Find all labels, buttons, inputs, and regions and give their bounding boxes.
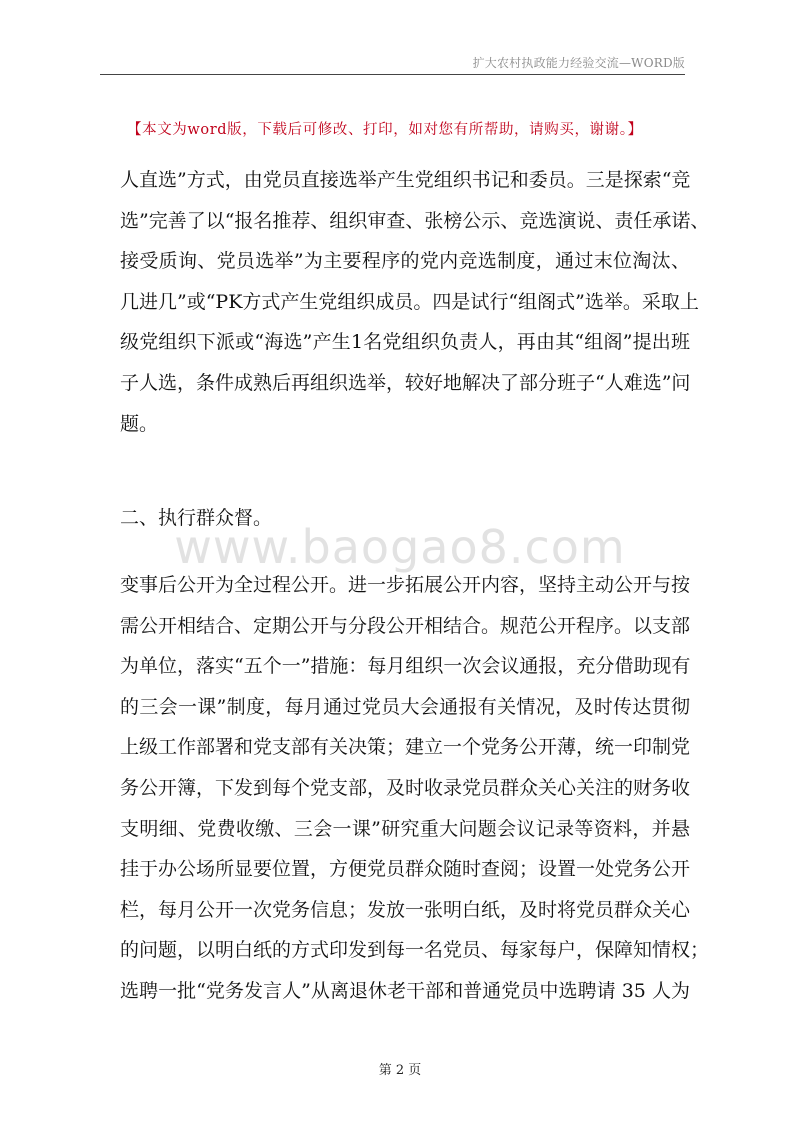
purchase-notice: 【本文为word版，下载后可修改、打印，如对您有所帮助，请购买，谢谢。】 <box>127 122 643 138</box>
text-line: 选聘一批“党务发言人”从离退休老干部和普通党员中选聘请 35 人为 <box>120 979 690 1002</box>
text-line: 务公开簿，下发到每个党支部，及时收录党员群众关心关注的财务收 <box>120 776 691 799</box>
text-line: 人直选”方式，由党员直接选举产生党组织书记和委员。三是探索“竞 <box>120 169 691 191</box>
header-title: 扩大农村执政能力经验交流—WORD版 <box>472 56 685 70</box>
text-line: 变事后公开为全过程公开。进一步拓展公开内容，坚持主动公开与按 <box>120 574 691 596</box>
page-header <box>100 52 685 75</box>
text-line: 需公开相结合、定期公开与分段公开相结合。规范公开程序。以支部 <box>120 614 691 637</box>
text-line: 栏，每月公开一次党务信息；发放一张明白纸，及时将党员群众关心 <box>120 898 691 921</box>
text-line: 挂于办公场所显要位置，方便党员群众随时查阅；设置一处党务公开 <box>120 858 691 881</box>
text-line: 题。 <box>120 412 159 435</box>
text-line: 的问题，以明白纸的方式印发到每一名党员、每家每户，保障知情权； <box>120 939 710 962</box>
text-line: 为单位，落实“五个一”措施：每月组织一次会议通报，充分借助现有 <box>120 655 691 678</box>
text-line: 级党组织下派或“海选”产生1名党组织负责人，再由其“组阁”提出班 <box>120 331 690 354</box>
text-line: 上级工作部署和党支部有关决策；建立一个党务公开薄，统一印制党 <box>120 736 691 759</box>
paragraph-3 <box>120 565 710 1012</box>
paragraph-1 <box>120 160 710 444</box>
section-heading <box>120 498 690 539</box>
page-footer <box>0 1059 800 1078</box>
text-line: 子人选，条件成熟后再组织选举，较好地解决了部分班子“人难选”问 <box>120 371 691 394</box>
text-line: 选”完善了以“报名推荐、组织审查、张榜公示、竞选演说、责任承诺、 <box>120 209 710 232</box>
text-line: 支明细、党费收缴、三会一课”研究重大问题会议记录等资料，并悬 <box>120 817 690 840</box>
text-line: 几进几”或“PK方式产生党组织成员。四是试行“组阁式”选举。采取上 <box>120 290 699 313</box>
page-number: 第 2 页 <box>378 1063 422 1078</box>
text-line: 接受质询、党员选举”为主要程序的党内竞选制度，通过末位淘汰、 <box>120 250 690 273</box>
text-line: 的三会一课”制度，每月通过党员大会通报有关情况，及时传达贯彻 <box>120 695 690 718</box>
heading-text: 二、执行群众督。 <box>120 507 273 529</box>
watermark: www.baogao8.com <box>174 520 626 574</box>
